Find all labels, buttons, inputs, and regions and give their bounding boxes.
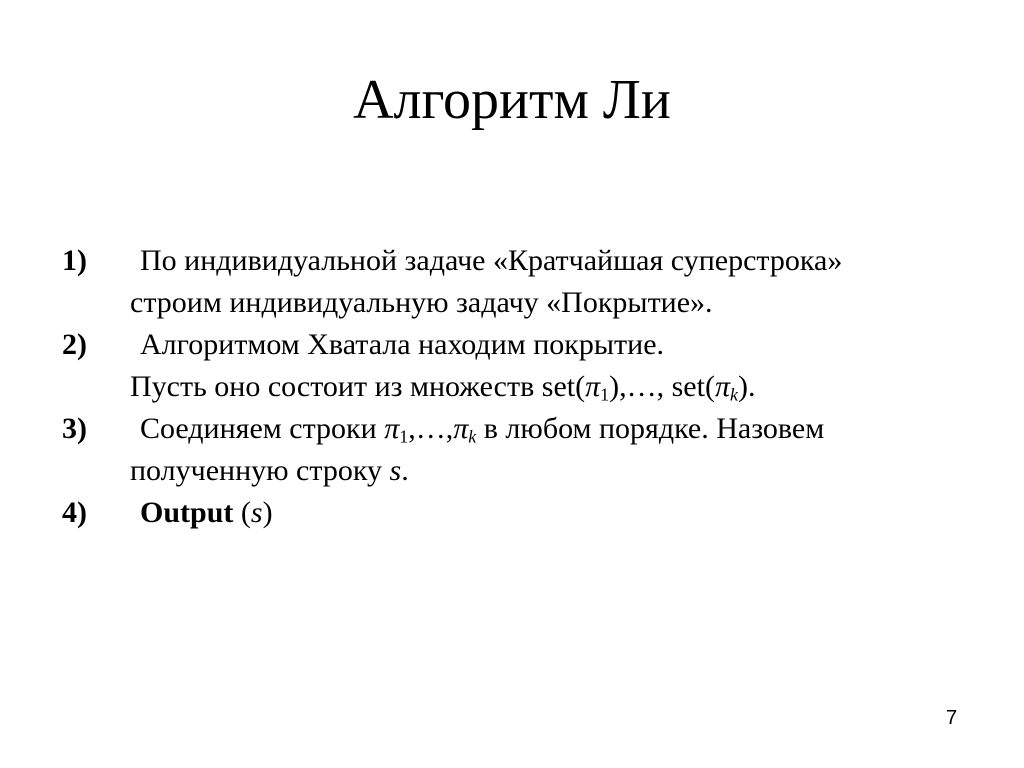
text-segment: ).	[737, 370, 756, 403]
math-pi: π	[384, 412, 400, 445]
step-text-continuation	[130, 450, 982, 492]
step-text: По индивидуальной задаче «Кратчайшая суперстрока»	[140, 244, 843, 277]
math-variable: s	[389, 454, 402, 487]
step-number: 1)	[62, 244, 87, 277]
slide-title: Алгоритм Ли	[353, 69, 671, 131]
step-4	[62, 492, 982, 534]
step-text	[130, 408, 982, 450]
text-segment: ,…,	[408, 412, 454, 445]
math-subscript-k: k	[729, 384, 738, 405]
step-number: 4)	[62, 496, 87, 529]
text-segment: полученную строку	[130, 454, 390, 487]
page-number: 7	[946, 707, 958, 729]
text-segment: (	[233, 496, 251, 529]
text-segment: )	[262, 496, 273, 529]
math-subscript: 1	[600, 384, 610, 405]
text-segment: Соединяем строки	[140, 412, 385, 445]
math-subscript: 1	[399, 426, 409, 447]
text-segment: .	[401, 454, 409, 487]
text-segment: ),…, set(	[609, 370, 715, 403]
algorithm-steps	[62, 240, 982, 534]
step-text	[130, 492, 982, 534]
step-3	[62, 408, 982, 492]
math-variable: s	[250, 496, 263, 529]
step-number: 2)	[62, 328, 87, 361]
math-pi: π	[453, 412, 469, 445]
text-segment: в любом порядке. Назовем	[476, 412, 825, 445]
math-pi: π	[585, 370, 601, 403]
step-text-continuation	[130, 366, 982, 408]
step-number: 3)	[62, 412, 87, 445]
output-keyword: Output	[140, 496, 234, 529]
step-1	[62, 240, 982, 324]
text-segment: Пусть оно состоит из множеств set(	[130, 370, 586, 403]
math-subscript	[730, 385, 738, 405]
math-subscript-k: k	[468, 426, 477, 447]
step-2	[62, 324, 982, 408]
math-pi: π	[714, 370, 730, 403]
step-text-continuation: строим индивидуальную задачу «Покрытие».	[130, 286, 713, 319]
step-text: Алгоритмом Хватала находим покрытие.	[140, 328, 665, 361]
